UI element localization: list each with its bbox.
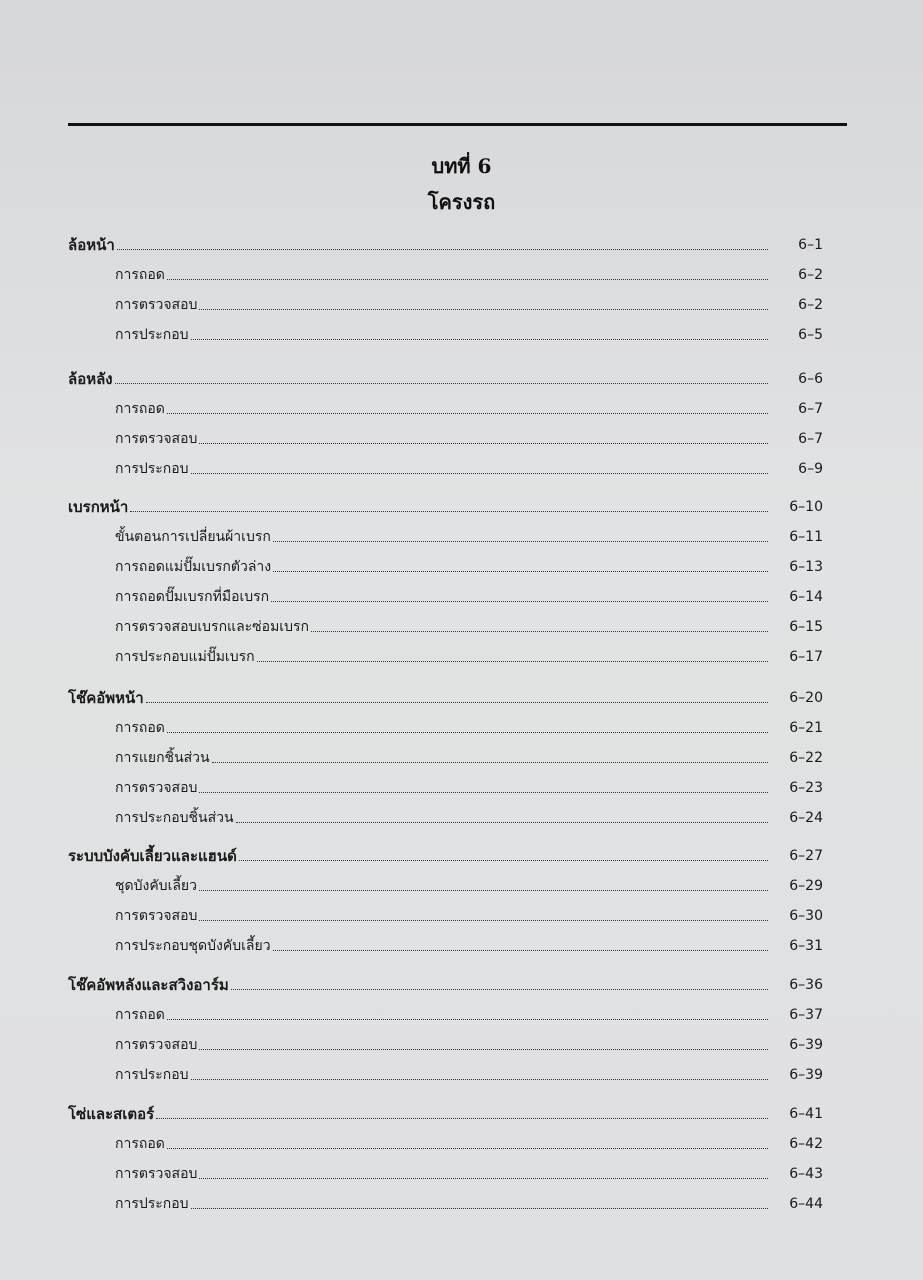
toc-section	[68, 1101, 770, 1123]
dot-leader	[273, 571, 768, 572]
dot-leader	[199, 1178, 768, 1179]
toc-page-number: 6–39	[789, 1037, 823, 1053]
toc-item-title: การถอด	[115, 1007, 165, 1023]
toc-item-title: การประกอบ	[115, 1067, 189, 1083]
dot-leader	[191, 1079, 768, 1080]
dot-leader	[199, 890, 768, 891]
dot-leader	[231, 989, 768, 990]
toc-section-title: เบรกหน้า	[68, 498, 129, 516]
dot-leader	[167, 1148, 768, 1149]
dot-leader	[199, 792, 768, 793]
dot-leader	[199, 309, 768, 310]
toc-page-number: 6–20	[789, 690, 823, 706]
toc-item-title: การประกอบ	[115, 461, 189, 477]
toc-page-number: 6–21	[789, 720, 823, 736]
toc-section-title: ล้อหน้า	[68, 236, 115, 254]
toc-page-number: 6–7	[798, 401, 823, 417]
toc-item-title: การประกอบ	[115, 1196, 189, 1212]
toc-item	[115, 903, 770, 925]
toc-page-number: 6–14	[789, 589, 823, 605]
toc-item-title: การถอด	[115, 401, 165, 417]
toc-item-title: การตรวจสอบ	[115, 908, 198, 924]
toc-page-number: 6–15	[789, 619, 823, 635]
toc-item	[115, 396, 770, 418]
dot-leader	[311, 631, 768, 632]
toc-item	[115, 524, 770, 546]
toc-item-title: การถอด	[115, 267, 165, 283]
toc-page-number: 6–30	[789, 908, 823, 924]
toc-page-number: 6–24	[789, 810, 823, 826]
toc-page-number: 6–10	[789, 499, 823, 515]
toc-page-number: 6–31	[789, 938, 823, 954]
toc-page-number: 6–44	[789, 1196, 823, 1212]
header-rule	[68, 123, 847, 126]
toc-item-title: การประกอบแม่ปั๊มเบรก	[115, 649, 255, 665]
toc-item-title: การตรวจสอบ	[115, 1037, 198, 1053]
toc-page-number: 6–11	[789, 529, 823, 545]
toc-item	[115, 322, 770, 344]
toc-item	[115, 1191, 770, 1213]
toc-item	[115, 933, 770, 955]
toc-page-number: 6–1	[798, 237, 823, 253]
dot-leader	[167, 1019, 768, 1020]
dot-leader	[117, 249, 768, 250]
toc-item	[115, 554, 770, 576]
toc-item	[115, 614, 770, 636]
dot-leader	[167, 732, 768, 733]
toc-item	[115, 584, 770, 606]
chapter-title: โครงรถ	[427, 190, 496, 214]
toc-page-number: 6–7	[798, 431, 823, 447]
toc-section	[68, 494, 770, 516]
toc-section-title: ระบบบังคับเลี้ยวและแฮนด์	[68, 847, 237, 865]
dot-leader	[156, 1118, 768, 1119]
dot-leader	[167, 279, 768, 280]
dot-leader	[273, 950, 768, 951]
toc-page-number: 6–43	[789, 1166, 823, 1182]
toc-section	[68, 972, 770, 994]
toc-item-title: การตรวจสอบเบรกและซ่อมเบรก	[115, 619, 309, 635]
toc-page-number: 6–9	[798, 461, 823, 477]
dot-leader	[257, 661, 768, 662]
toc-page-number: 6–39	[789, 1067, 823, 1083]
dot-leader	[271, 601, 768, 602]
toc-page-number: 6–42	[789, 1136, 823, 1152]
toc-item-title: การประกอบชิ้นส่วน	[115, 810, 234, 826]
toc-item	[115, 426, 770, 448]
toc-item	[115, 262, 770, 284]
toc-section-title: ล้อหลัง	[68, 370, 113, 388]
toc-item	[115, 805, 770, 827]
toc-page-number: 6–13	[789, 559, 823, 575]
toc-page-number: 6–36	[789, 977, 823, 993]
toc-item-title: การตรวจสอบ	[115, 297, 198, 313]
toc-page-number: 6–37	[789, 1007, 823, 1023]
dot-leader	[199, 443, 768, 444]
toc-page-number: 6–2	[798, 297, 823, 313]
dot-leader	[273, 541, 768, 542]
dot-leader	[239, 860, 768, 861]
toc-page-number: 6–2	[798, 267, 823, 283]
toc-item	[115, 1161, 770, 1183]
toc-section-title: โซ่และสเตอร์	[68, 1105, 155, 1123]
toc-item	[115, 873, 770, 895]
toc-section	[68, 843, 770, 865]
chapter-number: บทที่ 6	[431, 154, 492, 178]
dot-leader	[191, 339, 768, 340]
toc-item	[115, 775, 770, 797]
toc-page-number: 6–17	[789, 649, 823, 665]
toc-item	[115, 1062, 770, 1084]
toc-page-number: 6–5	[798, 327, 823, 343]
toc-item-title: การตรวจสอบ	[115, 1166, 198, 1182]
toc-item-title: การประกอบชุดบังคับเลี้ยว	[115, 938, 271, 954]
toc-page-number: 6–22	[789, 750, 823, 766]
toc-item-title: การถอดแม่ปั๊มเบรกตัวล่าง	[115, 559, 272, 575]
toc-section	[68, 685, 770, 707]
toc-item-title: ขั้นตอนการเปลี่ยนผ้าเบรก	[115, 529, 271, 545]
toc-item-title: การถอด	[115, 1136, 165, 1152]
dot-leader	[191, 1208, 768, 1209]
toc-page-number: 6–6	[798, 371, 823, 387]
toc-item	[115, 745, 770, 767]
toc-item-title: การแยกชิ้นส่วน	[115, 750, 210, 766]
toc-item-title: การถอด	[115, 720, 165, 736]
dot-leader	[212, 762, 768, 763]
toc-item	[115, 1032, 770, 1054]
dot-leader	[191, 473, 768, 474]
dot-leader	[167, 413, 768, 414]
dot-leader	[199, 920, 768, 921]
toc-item	[115, 292, 770, 314]
toc-item-title: ชุดบังคับเลี้ยว	[115, 878, 197, 894]
toc-item	[115, 644, 770, 666]
dot-leader	[236, 822, 768, 823]
toc-item-title: การถอดปั๊มเบรกที่มือเบรก	[115, 589, 270, 605]
toc-section-title: โช๊คอัพหลังและสวิงอาร์ม	[68, 976, 229, 994]
toc-section-title: โช๊คอัพหน้า	[68, 689, 144, 707]
toc-item-title: การตรวจสอบ	[115, 780, 198, 796]
toc-item	[115, 715, 770, 737]
dot-leader	[199, 1049, 768, 1050]
toc-item	[115, 456, 770, 478]
toc-page-number: 6–29	[789, 878, 823, 894]
toc-page-number: 6–23	[789, 780, 823, 796]
toc-item	[115, 1131, 770, 1153]
toc-section	[68, 232, 770, 254]
dot-leader	[146, 702, 768, 703]
toc-page-number: 6–41	[789, 1106, 823, 1122]
dot-leader	[115, 383, 768, 384]
toc-item-title: การประกอบ	[115, 327, 189, 343]
toc-item-title: การตรวจสอบ	[115, 431, 198, 447]
toc-item	[115, 1002, 770, 1024]
toc-page-number: 6–27	[789, 848, 823, 864]
dot-leader	[130, 511, 768, 512]
toc-section	[68, 366, 770, 388]
